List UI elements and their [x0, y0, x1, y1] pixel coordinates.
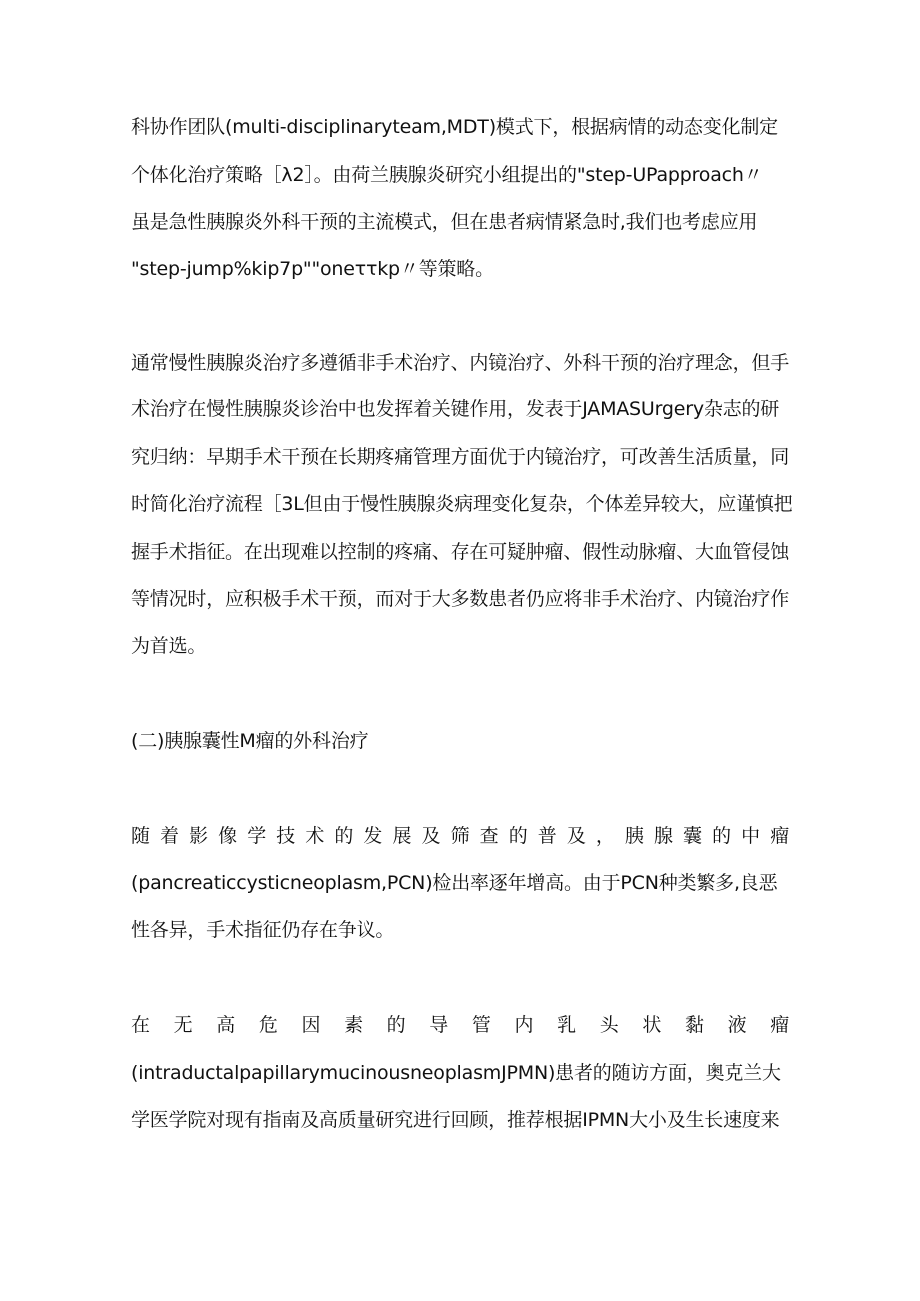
- paragraph-2-line-7: 为首选。: [131, 635, 207, 657]
- paragraph-1-line-4: "step-jump%kip7p""oneττkp〃等策略。: [131, 258, 494, 280]
- paragraph-2-line-2: 术治疗在慢性胰腺炎诊治中也发挥着关键作用，发表于JAMASUrgery杂志的研: [131, 398, 780, 420]
- paragraph-3-line-2: (pancreaticcysticneoplasm,PCN)检出率逐年增高。由于PCN种类繁多,良恶: [131, 872, 778, 894]
- paragraph-2-line-6: 等情况时，应积极手术干预，而对于大多数患者仍应将非手术治疗、内镜治疗作: [131, 588, 790, 610]
- paragraph-2-line-4: 时简化治疗流程［3L但由于慢性胰腺炎病理变化复杂，个体差异较大，应谨慎把: [131, 493, 793, 515]
- paragraph-4-line-1: 在无高危因素的导管内乳头状黏液瘤: [131, 1014, 789, 1036]
- paragraph-1-line-2: 个体化治疗策略［λ2］。由荷兰胰腺炎研究小组提出的"step-UPapproach〃: [131, 164, 763, 186]
- paragraph-2-line-3: 究归纳：早期手术干预在长期疼痛管理方面优于内镜治疗，可改善生活质量，同: [131, 446, 790, 468]
- section-heading: (二)胰腺囊性M瘤的外科治疗: [131, 730, 369, 752]
- paragraph-3-line-1: 随着影像学技术的发展及筛查的普及，胰腺囊的中瘤: [131, 825, 789, 847]
- paragraph-4-line-3: 学医学院对现有指南及高质量研究进行回顾，推荐根据IPMN大小及生长速度来: [131, 1109, 780, 1131]
- paragraph-1-line-1: 科协作团队(multi-disciplinaryteam,MDT)模式下，根据病情的动态变化制定: [131, 116, 778, 138]
- paragraph-2-line-1: 通常慢性胰腺炎治疗多遵循非手术治疗、内镜治疗、外科干预的治疗理念，但手: [131, 352, 790, 374]
- paragraph-1-line-3: 虽是急性胰腺炎外科干预的主流模式，但在患者病情紧急时,我们也考虑应用: [131, 211, 758, 233]
- paragraph-4-line-2: (intraductalpapillarymucinousneoplasmJPMN)患者的随访方面，奥克兰大: [131, 1062, 781, 1084]
- paragraph-2-line-5: 握手术指征。在出现难以控制的疼痛、存在可疑肿瘤、假性动脉瘤、大血管侵蚀: [131, 541, 790, 563]
- paragraph-3-line-3: 性各异，手术指征仍存在争议。: [131, 919, 395, 941]
